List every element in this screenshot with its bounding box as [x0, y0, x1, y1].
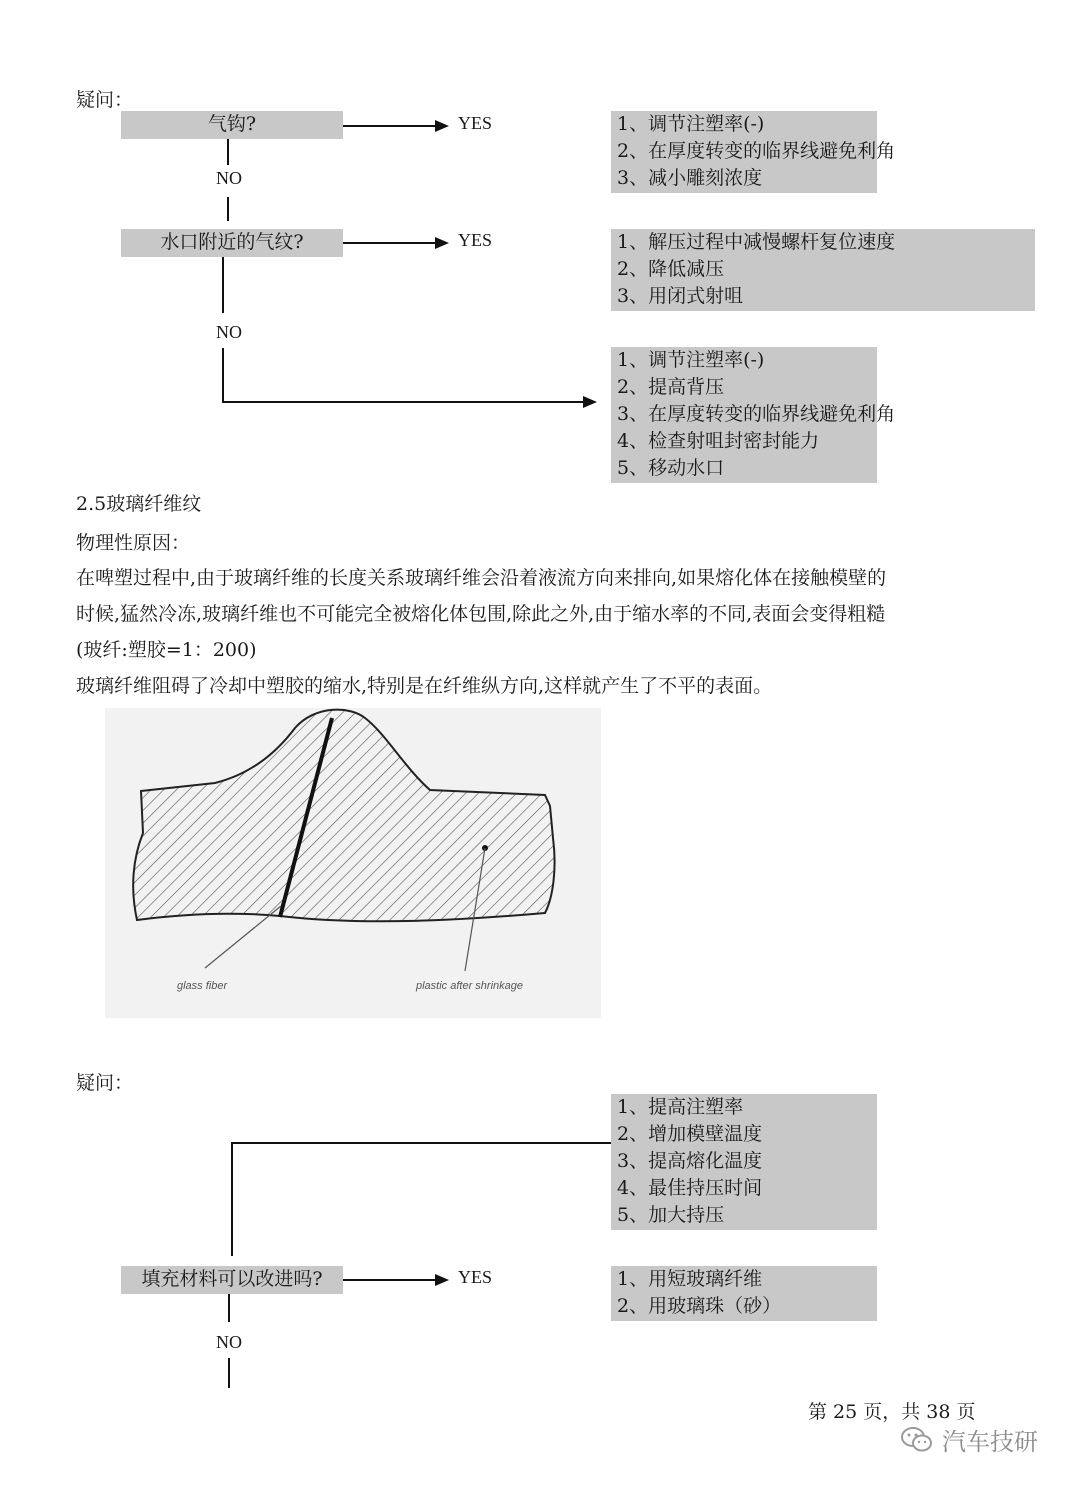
answer-box — [611, 1266, 877, 1321]
paragraph-line: 玻璃纤维阻碍了冷却中塑胶的缩水,特别是在纤维纵方向,这样就产生了不平的表面。 — [76, 675, 773, 697]
answer-item: 3、用闭式射咀 — [617, 285, 744, 307]
answer-item: 3、减小雕刻浓度 — [617, 167, 763, 189]
answer-list — [611, 347, 896, 482]
section-subheading: 物理性原因： — [76, 532, 191, 554]
plastic-caption: plastic after shrinkage — [416, 980, 523, 992]
answer-item: 2、增加模壁温度 — [617, 1123, 763, 1145]
answer-item: 5、加大持压 — [617, 1204, 725, 1226]
question-box-filler-material — [121, 1266, 343, 1294]
no-connector — [227, 197, 229, 221]
yes-label: YES — [458, 1267, 493, 1287]
answer-list — [611, 1094, 877, 1229]
answer-item: 5、移动水口 — [617, 457, 725, 479]
yes-label: YES — [458, 230, 493, 250]
question-label: 疑问： — [76, 1072, 134, 1094]
answer-box — [611, 111, 896, 193]
answer-item: 2、降低减压 — [617, 258, 725, 280]
yes-connector — [343, 125, 435, 127]
answer-list — [611, 229, 1035, 310]
answer-item: 1、提高注塑率 — [617, 1096, 744, 1118]
answer-item: 1、用短玻璃纤维 — [617, 1268, 763, 1290]
branch-connector — [231, 1142, 611, 1144]
no-connector — [228, 1294, 230, 1322]
no-branch-connector — [222, 401, 583, 403]
no-connector — [228, 1358, 230, 1388]
no-label: NO — [216, 322, 242, 342]
answer-box — [611, 1094, 877, 1230]
glass-fiber-shrinkage-figure — [105, 708, 601, 1018]
arrow-right-icon — [583, 396, 597, 408]
question-text: 水口附近的气纹? — [160, 231, 304, 253]
no-connector — [222, 257, 224, 313]
answer-item: 1、调节注塑率(-) — [617, 113, 765, 135]
yes-label: YES — [458, 113, 493, 133]
watermark-text: 汽车技研 — [942, 1428, 1038, 1456]
arrow-right-icon — [435, 1274, 449, 1286]
question-text: 气钩? — [207, 113, 257, 135]
answer-item: 2、在厚度转变的临界线避免利角 — [617, 140, 896, 162]
section-heading: 2.5玻璃纤维纹 — [76, 493, 202, 515]
paragraph-line: 时候,猛然冷冻,玻璃纤维也不可能完全被熔化体包围,除此之外,由于缩水率的不同,表面会变得粗糙 — [76, 603, 886, 625]
question-box-air-hook — [121, 111, 343, 139]
no-label: NO — [216, 1332, 242, 1352]
page-number: 第 25 页，共 38 页 — [808, 1401, 976, 1423]
paragraph-line: (玻纤:塑胶=1：200) — [76, 639, 257, 661]
answer-item: 2、用玻璃珠（砂） — [617, 1295, 782, 1317]
answer-item: 1、解压过程中减慢螺杆复位速度 — [617, 231, 896, 253]
question-text: 填充材料可以改进吗? — [141, 1268, 323, 1290]
arrow-right-icon — [435, 120, 449, 132]
branch-connector — [231, 1143, 233, 1256]
arrow-right-icon — [435, 237, 449, 249]
answer-box — [611, 229, 1035, 311]
question-box-gate-flow-marks — [121, 229, 343, 257]
answer-list — [611, 1266, 877, 1320]
answer-list — [611, 111, 896, 192]
yes-connector — [343, 1279, 435, 1281]
yes-connector — [343, 242, 435, 244]
paragraph-line: 在啤塑过程中,由于玻璃纤维的长度关系玻璃纤维会沿着液流方向来排向,如果熔化体在接触模壁的 — [76, 567, 887, 589]
paragraph-physical-cause — [76, 560, 1016, 704]
answer-item: 4、最佳持压时间 — [617, 1177, 763, 1199]
answer-box — [611, 347, 896, 483]
answer-item: 3、提高熔化温度 — [617, 1150, 763, 1172]
answer-item: 3、在厚度转变的临界线避免利角 — [617, 403, 896, 425]
no-label: NO — [216, 168, 242, 188]
watermark — [900, 1422, 1038, 1457]
answer-item: 1、调节注塑率(-) — [617, 349, 765, 371]
no-connector — [227, 139, 229, 165]
glass-fiber-caption: glass fiber — [177, 980, 228, 992]
answer-item: 2、提高背压 — [617, 376, 725, 398]
no-connector — [222, 348, 224, 403]
question-label: 疑问： — [76, 89, 134, 111]
answer-item: 4、检查射咀封密封能力 — [617, 430, 820, 452]
wechat-icon — [900, 1425, 934, 1455]
